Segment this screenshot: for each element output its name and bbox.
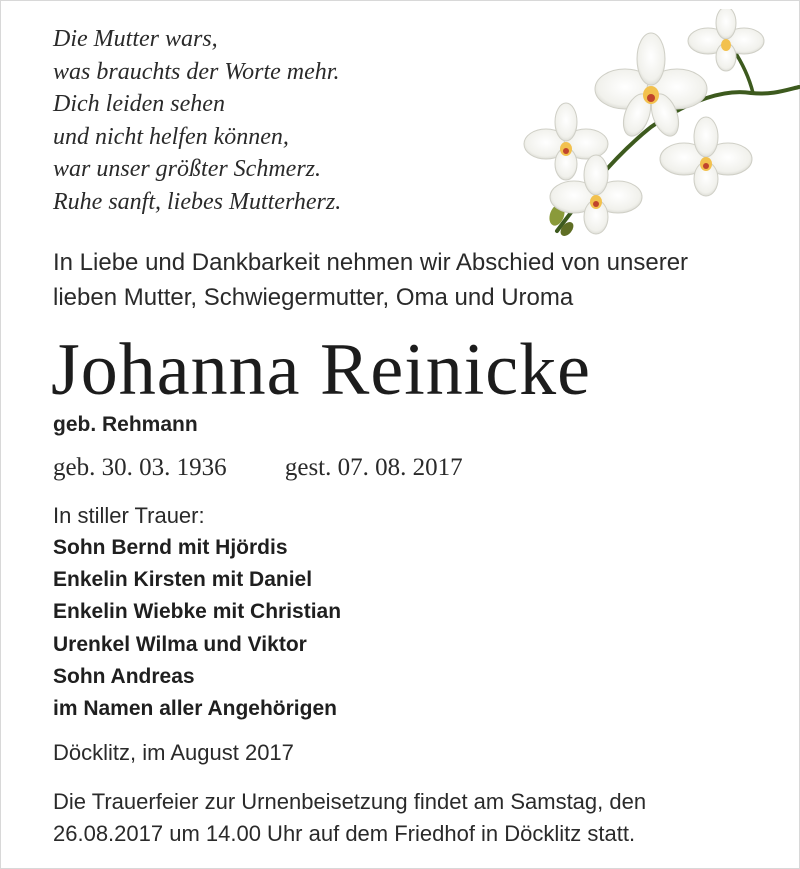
- funeral-line: 26.08.2017 um 14.00 Uhr auf dem Friedhof in Döcklitz statt.: [53, 821, 636, 846]
- life-dates: [53, 451, 463, 485]
- intro-line: lieben Mutter, Schwiegermutter, Oma und Uroma: [53, 284, 574, 311]
- funeral-line: Die Trauerfeier zur Urnenbeisetzung findet am Samstag, den: [53, 789, 647, 814]
- memorial-poem: [53, 23, 341, 218]
- funeral-info: [53, 786, 646, 850]
- place-and-date: Döcklitz, im August 2017: [53, 740, 294, 765]
- mourner-entry: im Namen aller Angehörigen: [53, 697, 337, 721]
- birth-date: geb. 30. 03. 1936: [53, 454, 227, 481]
- mourners-list: [53, 532, 341, 725]
- death-date: gest. 07. 08. 2017: [284, 454, 463, 481]
- mourner-entry: Enkelin Kirsten mit Daniel: [53, 568, 313, 592]
- deceased-name: Johanna Reinicke: [51, 329, 591, 411]
- mourner-entry: Sohn Andreas: [53, 664, 195, 688]
- poem-line: war unser größter Schmerz.: [53, 156, 321, 182]
- poem-line: Die Mutter wars,: [53, 26, 218, 52]
- mourner-entry: Urenkel Wilma und Viktor: [53, 632, 307, 656]
- poem-line: was brauchts der Worte mehr.: [53, 58, 340, 85]
- poem-line: und nicht helfen können,: [53, 123, 289, 150]
- mourning-label: In stiller Trauer:: [53, 503, 205, 528]
- intro-line: In Liebe und Dankbarkeit nehmen wir Abschied von unserer: [53, 249, 689, 276]
- poem-line: Ruhe sanft, liebes Mutterherz.: [53, 188, 342, 215]
- white-orchid-icon: [521, 9, 800, 239]
- maiden-name: geb. Rehmann: [53, 413, 198, 436]
- farewell-intro: [53, 245, 688, 315]
- poem-line: Dich leiden sehen: [53, 91, 225, 117]
- mourner-entry: Sohn Bernd mit Hjördis: [53, 536, 288, 559]
- mourner-entry: Enkelin Wiebke mit Christian: [53, 600, 342, 624]
